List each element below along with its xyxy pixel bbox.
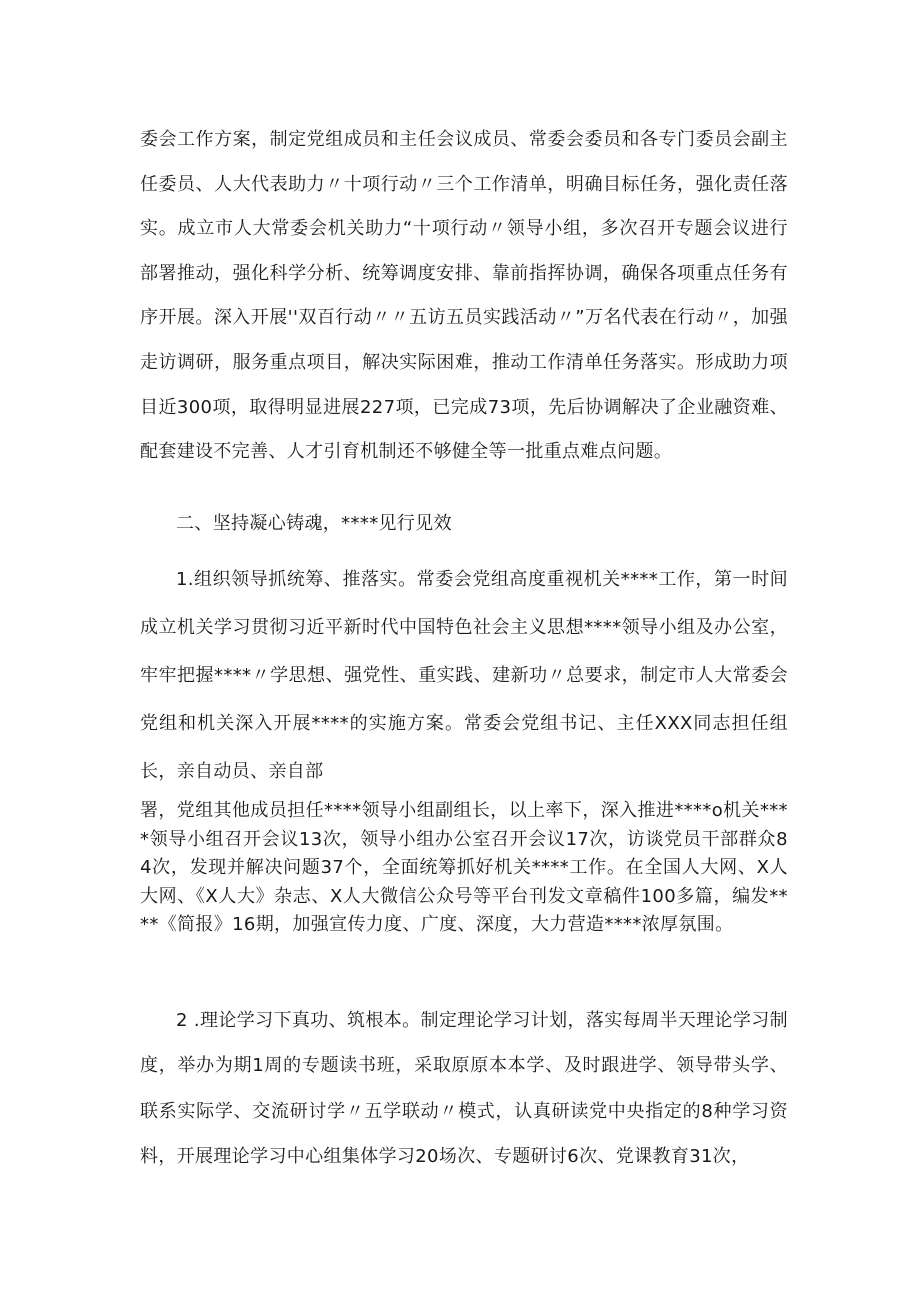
body-paragraph-3: 1.组织领导抓统筹、推落实。常委会党组高度重视机关****工作，第一时间成立机关学习贯彻习近平新时代中国特色社会主义思想****领导小组及办公室，牢牢把握****〃学思想、强党性、重实践、建新功〃总要求，制定市人大常委会党组和机关深入开展****的实施方案。常委会党组书记、主任XXX同志担任组长，亲自动员、亲自部 bbox=[140, 569, 788, 782]
section-heading-2: 二、坚持凝心铸魂，****见行见效 bbox=[176, 513, 452, 534]
body-paragraph-1: 委会工作方案，制定党组成员和主任会议成员、常委会委员和各专门委员会副主任委员、人大代表助力〃十项行动〃三个工作清单，明确目标任务，强化责任落实。成立市人大常委会机关助力“十项行动〃领导小组，多次召开专题会议进行部署推动，强化科学分析、统筹调度安排、靠前指挥协调，确保各项重点任务有序开展。深入开展''双百行动〃〃五访五员实践活动〃”万名代表在行动〃，加强走访调研，服务重点项目，解决实际困难，推动工作清单任务落实。形成助力项目近300项，取得明显进展227项，已完成73项，先后协调解决了企业融资难、配套建设不完善、人才引育机制还不够健全等一批重点难点问题。 bbox=[140, 129, 788, 463]
body-paragraph-4: 署，党组其他成员担任****领导小组副组长，以上率下，深入推进****o机关****领导小组召开会议13次，领导小组办公室召开会议17次，访谈党员干部群众84次，发现并解决问题37个，全面统筹抓好机关****工作。在全国人大网、X人大网、《X人大》杂志、X人大微信公众号等平台刊发文章稿件100多篇，编发****《简报》16期，加强宣传力度、广度、深度，大力营造****浓厚氛围。 bbox=[140, 800, 788, 936]
body-paragraph-5: 2 .理论学习下真功、筑根本。制定理论学习计划，落实每周半天理论学习制度，举办为期1周的专题读书班，采取原原本本学、及时跟进学、领导带头学、联系实际学、交流研讨学〃五学联动〃模式，认真研读党中央指定的8种学习资料，开展理论学习中心组集体学习20场次、专题研讨6次、党课教育31次， bbox=[140, 1010, 788, 1168]
